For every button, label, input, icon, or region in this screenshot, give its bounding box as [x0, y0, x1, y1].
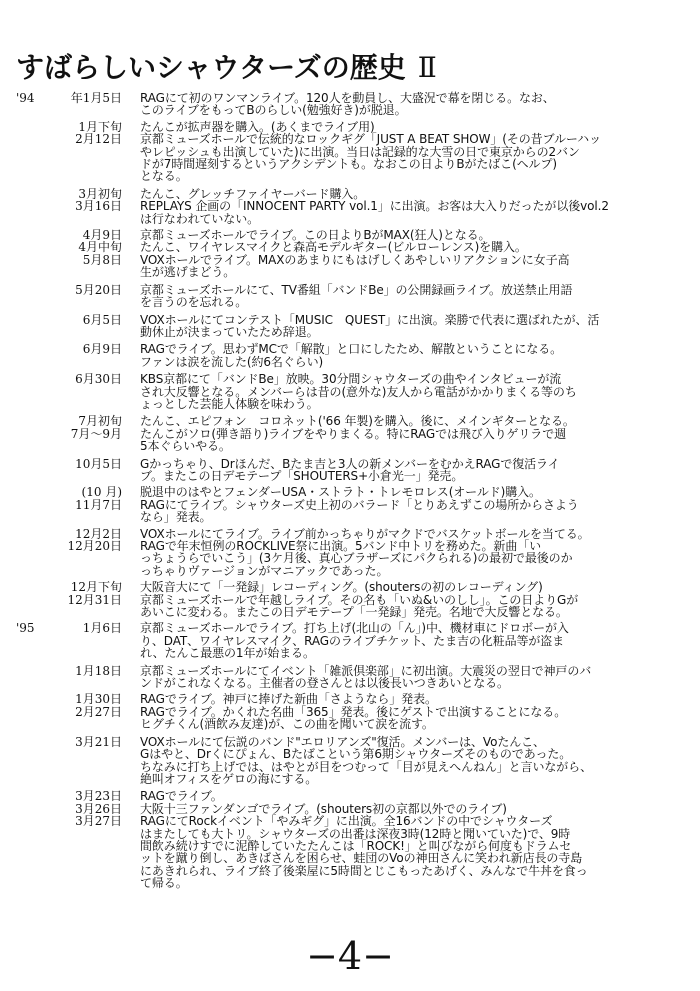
entry-date: 6月30日 [75, 372, 122, 387]
entry-date: 1月6日 [82, 621, 122, 636]
entry-date: 6月9日 [82, 342, 122, 357]
timeline-entry [0, 92, 700, 117]
timeline-entry [0, 343, 700, 368]
entry-date: 12月2日 [75, 526, 122, 541]
timeline-entry [0, 706, 700, 731]
title-text: すばらしいシャウターズの歴史 [16, 51, 406, 84]
timeline-entry [0, 581, 700, 593]
entry-text: RAGにてライブ。シャウターズ史上初のバラード「とりあえずこの場所からさよう なら」発表。 [140, 497, 579, 525]
entry-text: VOXホールでライブ。MAXのあまりにもはげしくあやしいリアクションに女子高 生が逃げまどう。 [140, 252, 570, 280]
entry-date: 年1月5日 [70, 91, 122, 105]
entry-date: 3月16日 [75, 199, 122, 214]
timeline-entry [0, 133, 700, 183]
timeline-entry [0, 622, 700, 659]
history-timeline [0, 92, 700, 890]
timeline-entry [0, 540, 700, 577]
timeline-entry [0, 415, 700, 427]
timeline-entry [0, 241, 700, 253]
entry-text: 京都ミューズホールでライブ。打ち上げ(北山の「ん」)中、機材車にドロボーが入 り、DAT、ワイヤレスマイク、RAGのライブチケット、たま吉の化粧品等が盗ま れ、たんこ最悪の1年が始まる。 [140, 621, 569, 661]
entry-year: '95 [16, 621, 35, 636]
timeline-entry [0, 693, 700, 705]
entry-text: 大阪音大にて「一発録」レコーディング。(shoutersの初のレコーディング) [140, 580, 543, 595]
entry-text: 京都ミューズホールでライブ。この日よりBがMAX(狂人)となる。 [140, 228, 491, 243]
entry-date: 11月7日 [75, 497, 122, 512]
page-number: −4− [306, 934, 394, 978]
entry-date: 12月20日 [67, 539, 122, 553]
entry-text: たんこ、ワイヤレスマイクと森高モデルギター(ビルローレンス)を購入。 [140, 240, 527, 255]
timeline-entry [0, 458, 700, 483]
timeline-entry [0, 815, 700, 889]
entry-text: RAGにてRockイベント「やみギグ」に出演。全16バンドの中でシャウターズ はまたしても大トリ。シャウターズの出番は深夜3時(12時と聞いていた)で、9時 間飲み続けすでに泥酔していたたんこは「ROCK!」と叫びながら何度もドラムセ ットを蹴り倒し、あきばさんを困らせ、蛙団のVoの神田さんに笑われ新店長の寺島 にあきれられ、ライブ終了後楽屋に5時間とじこもったあげく、みんなで牛丼を食っ て帰る。 [140, 814, 588, 891]
entry-date: 4月9日 [82, 228, 122, 243]
timeline-entry [0, 790, 700, 802]
timeline-entry [0, 314, 700, 339]
entry-date: 1月18日 [75, 663, 122, 678]
entry-date: 3月初旬 [78, 186, 122, 201]
entry-text: 脱退中のはやとフェンダーUSA・ストラト・トレモロレス(オールド)購入。 [140, 485, 541, 500]
entry-date: 12月下旬 [70, 580, 122, 595]
entry-date: 3月27日 [75, 814, 122, 829]
title-number: Ⅱ [417, 51, 437, 84]
entry-date: 7月初旬 [78, 414, 122, 429]
entry-text: RAGでライブ。 [140, 789, 223, 804]
entry-date: 6月5日 [82, 312, 122, 327]
entry-text: たんこ、エピフォン コロネット('66 年製)を購入。後に、メインギターとなる。 [140, 414, 575, 429]
entry-date: 10月5日 [75, 456, 122, 471]
timeline-entry [0, 200, 700, 225]
page-title [16, 48, 437, 88]
timeline-entry [0, 665, 700, 690]
entry-date: 2月12日 [75, 132, 122, 147]
entry-date: 2月27日 [75, 704, 122, 719]
entry-text: たんこがソロ(弾き語り)ライブをやりまくる。特にRAGでは飛び入りゲリラで週 5本ぐらいやる。 [140, 426, 566, 454]
entry-text: KBS京都にて「バンドBe」放映。30分間シャウターズの曲やインタビューが流 され大反響となる。メンバーらは昔の(意外な)友人から電話がかかりまくる等のち ょっとした芸能人体験を味わう。 [140, 372, 577, 411]
entry-text: たんこ、グレッチファイヤーバード購入。 [140, 186, 366, 201]
entry-date: 3月26日 [75, 801, 122, 816]
entry-text: 京都ミューズホールにてイベント「雑派倶楽部」に初出演。大震災の翌日で神戸のバ ンドがこれなくなる。主催者の登さんとは以後長いつきあいとなる。 [140, 663, 592, 691]
entry-text: たんこが拡声器を購入。(あくまでライブ用) [140, 119, 375, 134]
entry-text: 大阪十三ファンダンゴでライブ。(shouters初の京都以外でのライブ) [140, 801, 507, 816]
entry-text: Gかっちゃり、Drほんだ、Bたま吉と3人の新メンバーをむかえRAGで復活ライ ブ。またこの日デモテープ「SHOUTERS+小倉光一」発売。 [140, 456, 560, 483]
entry-date: 5月20日 [75, 282, 122, 297]
timeline-entry [0, 373, 700, 410]
entry-text: 京都ミューズホールで年越しライブ。その名も「いぬ&いのしし」。この日よりGが あいこに変わる。またこの日デモテープ「一発録」発売。名地で大反響となる。 [140, 592, 579, 620]
timeline-entry [0, 736, 700, 786]
entry-text: VOXホールにてライブ。ライブ前かっちゃりがマクドでバスケットボールを当てる。 [140, 526, 590, 541]
entry-text: RAGでライブ。かくれた名曲「365」発表。後にゲストで出演することになる。 ヒグチくん(酒飲み友達)が、この曲を聞いて涙を流す。 [140, 704, 567, 732]
entry-date: 5月8日 [82, 252, 122, 267]
timeline-entry [0, 254, 700, 279]
entry-date: 7月〜9月 [70, 426, 122, 441]
entry-date: 1月30日 [75, 692, 122, 707]
entry-text: 京都ミューズホールにて、TV番組「バンドBe」の公開録画ライブ。放送禁止用語 を言うのを忘れる。 [140, 282, 573, 310]
timeline-entry [0, 594, 700, 619]
timeline-entry [0, 499, 700, 524]
entry-text: RAGでライブ。思わずMCで「解散」と口にしたため、解散ということになる。 ファンは涙を流した(約6名ぐらい) [140, 342, 563, 369]
entry-text: REPLAYS 企画の「INNOCENT PARTY vol.1」に出演。お客は大入りだったが以後vol.2 は行なわれていない。 [140, 199, 609, 226]
entry-date: (10 月) [81, 485, 122, 500]
entry-text: RAGにて初のワンマンライブ。120人を動員し、大盛況で幕を閉じる。なお、 このライブをもってBのらしい(勉強好き)が脱退。 [140, 91, 555, 118]
timeline-entry [0, 428, 700, 453]
entry-date: 3月21日 [75, 734, 122, 749]
timeline-entry [0, 486, 700, 498]
entry-text: VOXホールにて伝説のバンド"エロリアンズ"復活。メンバーは、Voたんこ、 Gはやと、Drくにぴょん、Bたばこという第6期シャウターズそのものであった。 ちなみに打ち上げでは、はやとが目をつむって「目が見えへんねん」と言いながら、 絶叫オフィスをゲロの海にする。 [140, 734, 592, 786]
timeline-entry [0, 284, 700, 309]
entry-text: 京都ミューズホールで伝統的なロックギグ「JUST A BEAT SHOW」(その昔ブルーハッ やレピッシュも出演していた)に出演。当日は記録的な大雪の日で東京からの2バン ドが7時間遅刻するというアクシデントも。なおこの日よりBがたばこ(ヘルプ) となる。 [140, 132, 601, 184]
entry-date: 12月31日 [67, 592, 122, 607]
entry-text: VOXホールにてコンテスト「MUSIC QUEST」に出演。楽勝で代表に選ばれたが、活 動休止が決まっていたため辞退。 [140, 312, 600, 339]
entry-text: RAGで年末恒例のROCKLIVE祭に出演。5バンド中トリを務めた。新曲「い っちょうらでいこう」(3ケ月後、真心ブラザーズにパクられる)の最初で最後のか っちゃりヴァージョンがマニアックであった。 [140, 539, 573, 578]
entry-text: RAGでライブ。神戸に捧げた新曲「さようなら」発表。 [140, 692, 437, 707]
entry-date: 3月23日 [75, 789, 122, 804]
entry-year: '94 [16, 91, 35, 105]
entry-date: 4月中旬 [78, 240, 122, 255]
entry-date: 1月下旬 [78, 119, 122, 134]
